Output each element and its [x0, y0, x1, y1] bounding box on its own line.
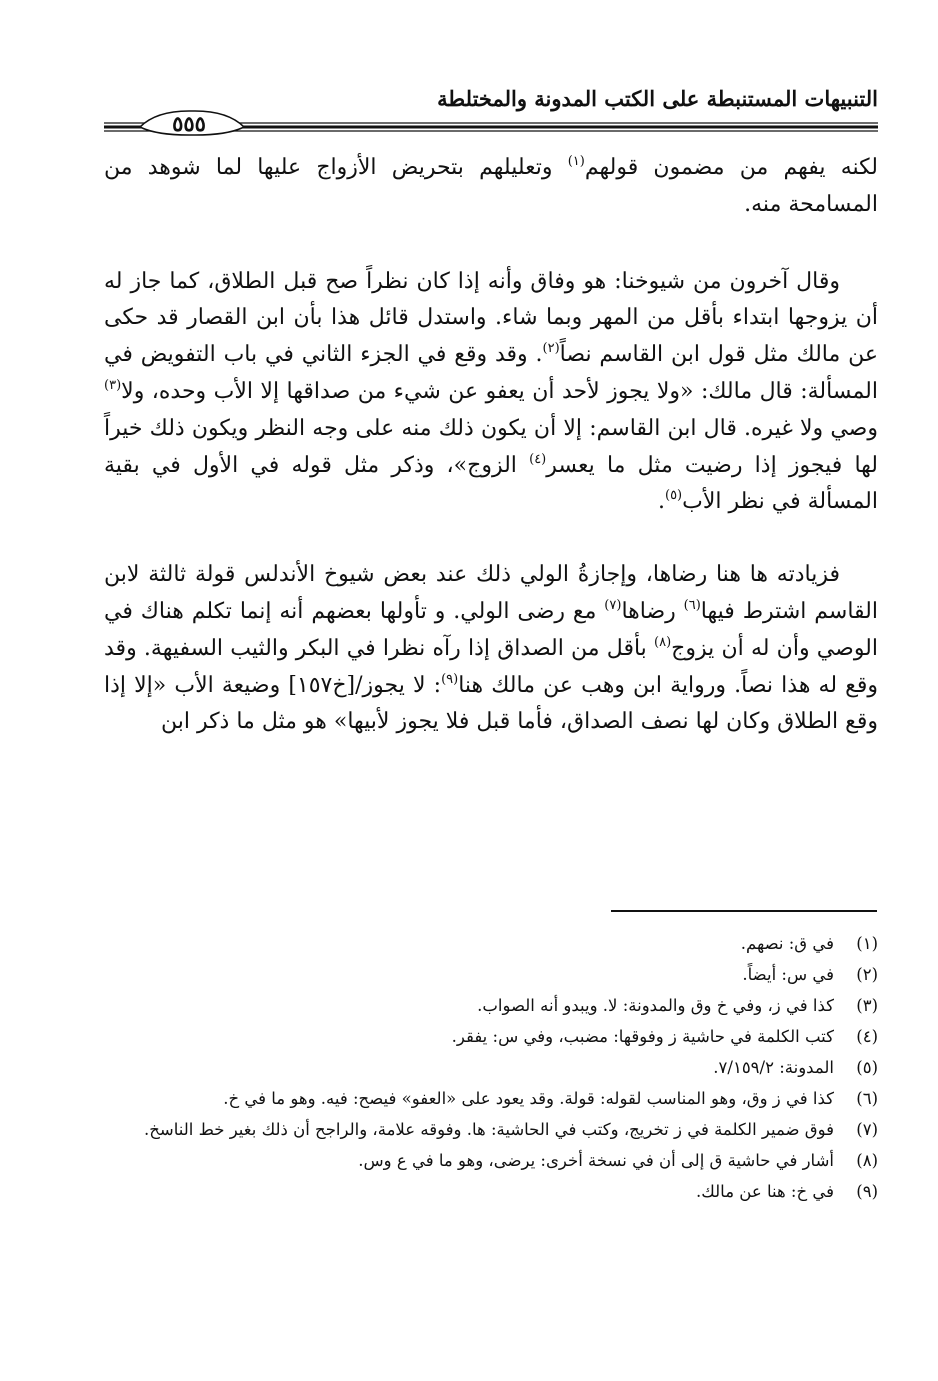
footnote-8	[104, 1147, 878, 1174]
footnote-number: (٣)	[856, 996, 878, 1015]
paragraph-2	[104, 264, 878, 522]
text-run: .	[657, 489, 665, 515]
text-run: مع رضى الولي. و تأولها بعضهم أنه إنما تكلم هناك في الوصي وأن له أن يزوج	[104, 598, 878, 661]
footnote-text: في س: أيضاً.	[742, 965, 834, 984]
footnote-text: كذا في ز وق، وهو المناسب لقوله: قولة. وقد يعود على «العفو» فيصح: فيه. وهو ما في خ.	[223, 1089, 834, 1108]
footnote-ref-5: (٥)	[664, 488, 683, 504]
footnote-text: كتب الكلمة في حاشية ز وفوقها: مضبب، وفي س: يفقر.	[451, 1027, 834, 1046]
footnote-number: (٩)	[856, 1182, 878, 1201]
footnote-text: أشار في حاشية ق إلى أن في نسخة أخرى: يرضى، وهو ما في ع وس.	[358, 1151, 834, 1170]
footnote-text: في خ: هنا عن مالك.	[696, 1182, 834, 1201]
footnote-6	[104, 1085, 878, 1112]
paragraph-3	[104, 557, 878, 741]
footnote-ref-1: (١)	[567, 154, 585, 169]
footnote-ref-2: (٢)	[542, 341, 560, 357]
footnote-4	[104, 1023, 878, 1050]
footnote-ref-3: (٣)	[104, 377, 122, 393]
footnote-5	[104, 1054, 878, 1081]
running-title: التنبيهات المستنبطة على الكتب المدونة والمختلطة	[437, 86, 878, 111]
page-number: ٥٥٥	[172, 110, 206, 136]
footnote-text: كذا في ز، وفي خ وق والمدونة: لا. ويبدو أنه الصواب.	[477, 996, 834, 1015]
footnote-ref-8: (٨)	[654, 634, 672, 650]
footnote-number: (٤)	[856, 1027, 878, 1046]
main-text	[104, 150, 878, 741]
footnote-3	[104, 992, 878, 1019]
footnote-text: فوق ضمير الكلمة في ز تخريج، وكتب في الحاشية: ها. وفوقه علامة، والراجح أن ذلك بغير خط الناسخ.	[144, 1120, 834, 1139]
footnote-number: (٢)	[856, 965, 878, 984]
footnote-ref-4: (٤)	[529, 451, 547, 467]
text-run: وقال آخرون من شيوخنا: هو وفاق وأنه إذا كان نظراً صح قبل الطلاق، كما جاز له أن يزوجها ابتداء بأقل من المهر وبما شاء. واستدل قائل هذا بأن ابن القصار قد حكى عن مالك مثل قول ابن القاسم نصاً	[104, 268, 879, 368]
footnote-text: في ق: نصهم.	[740, 934, 834, 953]
paragraph-1	[104, 150, 878, 224]
text-run: لكنه يفهم من مضمون قولهم	[584, 155, 878, 180]
text-run: وصي ولا غيره. قال ابن القاسم: إلا أن يكون ذلك منه على وجه النظر ويكون ذلك خيراً لها فيجوز إذا رضيت مثل ما يعسر	[104, 415, 878, 478]
footnote-number: (٦)	[856, 1089, 878, 1108]
footnote-ref-7: (٧)	[604, 597, 622, 613]
text-run: بأقل من الصداق إذا رآه نظرا في البكر والثيب السفيهة. وقد وقع له هذا نصاً. ورواية ابن وهب عن مالك هنا	[104, 635, 878, 698]
footnote-9	[104, 1178, 878, 1205]
text-run: : لا يجوز/[خ١٥٧] وضيعة الأب «إلا إذا وقع الطلاق وكان لها نصف الصداق، فأما قبل فلا يجوز لأبيها» هو مثل ما ذكر ابن	[104, 672, 878, 735]
footnotes	[104, 930, 878, 1205]
footnote-ref-9: (٩)	[441, 671, 459, 687]
text-run: . وقد وقع في الجزء الثاني في باب التفويض في المسألة: قال مالك: «ولا يجوز لأحد أن يعفو عن شيء من صداقها إلا الأب وحده، ولا	[104, 342, 878, 404]
text-run: فزيادته ها هنا رضاها، وإجازةُ الولي ذلك عند بعض شيوخ الأندلس قولة ثالثة لابن القاسم اشترط فيها	[104, 562, 878, 624]
footnote-1	[104, 930, 878, 957]
footnote-number: (٧)	[856, 1120, 878, 1139]
text-run: وتعليلهم بتحريض الأزواج عليها لما شوهد من المسامحة منه.	[104, 155, 878, 217]
footnote-number: (٥)	[856, 1058, 878, 1077]
text-run: الزوج»، وذكر مثل قوله في الأول في بقية المسألة في نظر الأب	[104, 452, 878, 515]
footnote-text: المدونة: ٧/١٥٩/٢.	[713, 1058, 834, 1077]
footnote-number: (٨)	[856, 1151, 878, 1170]
footnote-number: (١)	[856, 934, 878, 953]
footnote-ref-6: (٦)	[683, 597, 701, 613]
footnote-2	[104, 961, 878, 988]
footnote-7	[104, 1116, 878, 1143]
text-run: رضاها	[621, 598, 684, 624]
footnote-separator	[611, 910, 877, 912]
